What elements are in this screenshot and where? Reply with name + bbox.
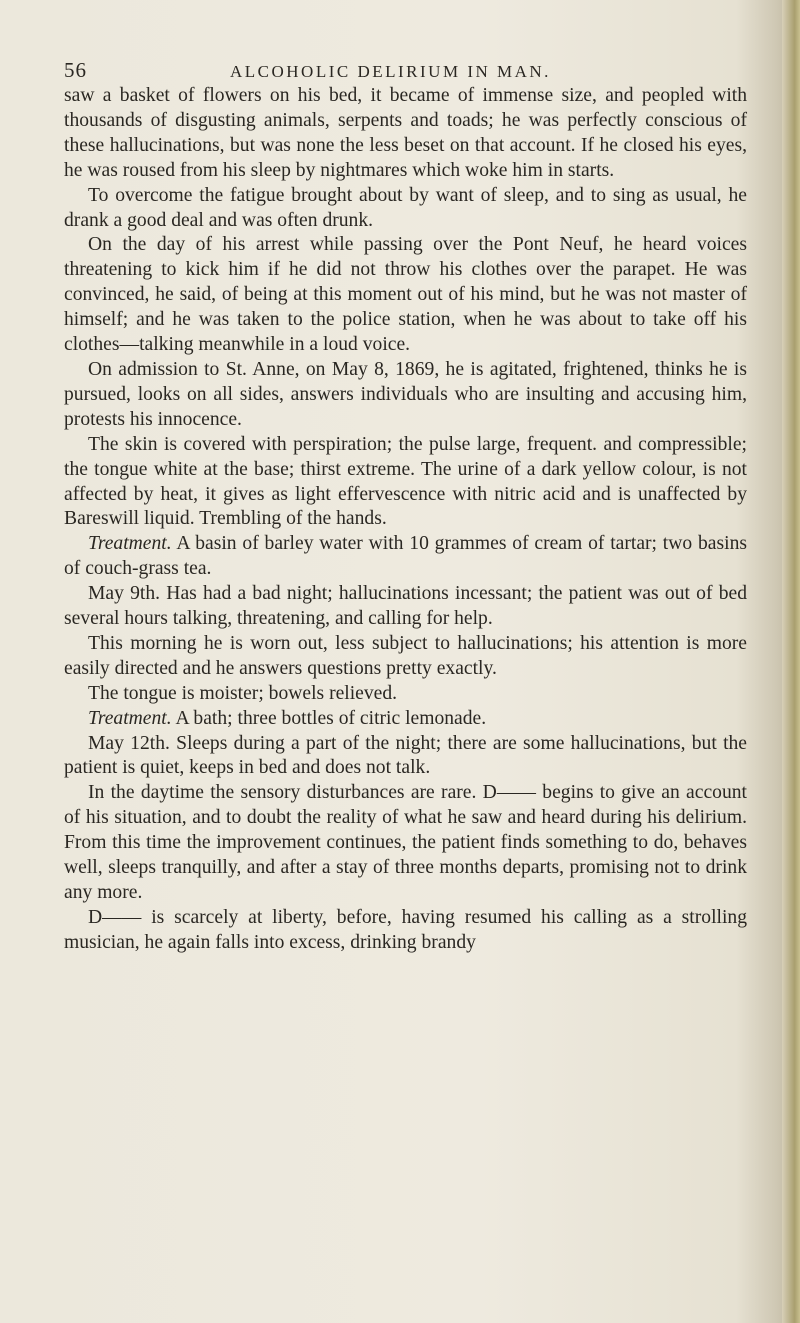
paragraph [64, 184, 747, 234]
paragraph-text: A basin of barley water with 10 grammes of cream of tartar; two basins of couch-grass tea. [64, 533, 747, 580]
paragraph [64, 781, 747, 906]
paragraph [64, 358, 747, 433]
paragraph-text: To overcome the fatigue brought about by want of sleep, and to sing as usual, he drank a good deal and was often drunk. [64, 184, 747, 231]
page-number: 56 [64, 58, 87, 82]
paragraph-text: The skin is covered with perspiration; the pulse large, frequent. and compressible; the tongue white at the base; thirst extreme. The urine of a dark yellow colour, is not affected by heat, it gives as light effervescence with nitric acid and is unaffected by Bareswill liquid. Trembling of the hands. [64, 433, 747, 530]
paragraph-text: In the daytime the sensory disturbances are rare. D—— begins to give an account of his situation, and to doubt the reality of what he saw and heard during his delirium. From this time the improvement continues, the patient finds something to do, behaves well, sleeps tranquilly, and after a stay of three months departs, promising not to drink any more. [64, 782, 747, 903]
paragraph-text: A bath; three bottles of citric lemonade. [171, 707, 487, 729]
treatment-label: Treatment. [88, 533, 172, 555]
treatment-label: Treatment. [88, 707, 172, 729]
paragraph [64, 707, 747, 732]
paragraph-text: This morning he is worn out, less subject to hallucinations; his attention is more easily directed and he answers questions pretty exactly. [64, 632, 747, 679]
paragraph-text: On the day of his arrest while passing over the Pont Neuf, he heard voices threatening to kick him if he did not throw his clothes over the parapet. He was convinced, he said, of being at this moment out of his mind, but he was not master of himself; and he was taken to the police station, when he was about to take off his clothes—talking meanwhile in a loud voice. [64, 234, 747, 356]
paragraph [64, 532, 747, 582]
paragraph [64, 682, 747, 707]
paragraph-text: D—— is scarcely at liberty, before, having resumed his calling as a strolling musician, he again falls into excess, drinking brandy [64, 906, 747, 953]
paragraph [64, 732, 747, 782]
paragraph [64, 233, 747, 358]
paragraph [64, 906, 747, 956]
paragraph-text: saw a basket of flowers on his bed, it became of immense size, and peopled with thousands of disgusting animals, serpents and toads; he was perfectly conscious of these hallucinations, but was none the less beset on that account. If he closed his eyes, he was roused from his sleep by nightmares which woke him in starts. [64, 85, 747, 181]
running-head: ALCOHOLIC DELIRIUM IN MAN. [230, 62, 551, 81]
paragraph-text: May 12th. Sleeps during a part of the night; there are some hallucinations, but the patient is quiet, keeps in bed and does not talk. [64, 732, 747, 779]
paragraph-text: May 9th. Has had a bad night; hallucinations incessant; the patient was out of bed several hours talking, threatening, and calling for help. [64, 583, 747, 630]
page-edge [782, 0, 800, 1323]
paragraph [64, 84, 747, 184]
body-text [64, 84, 747, 956]
paragraph-text: The tongue is moister; bowels relieved. [88, 682, 398, 704]
paragraph [64, 582, 747, 632]
paragraph [64, 433, 747, 533]
paragraph [64, 632, 747, 682]
paragraph-text: On admission to St. Anne, on May 8, 1869, he is agitated, frightened, thinks he is pursued, looks on all sides, answers individuals who are insulting and accusing him, protests his innocence. [64, 358, 747, 430]
